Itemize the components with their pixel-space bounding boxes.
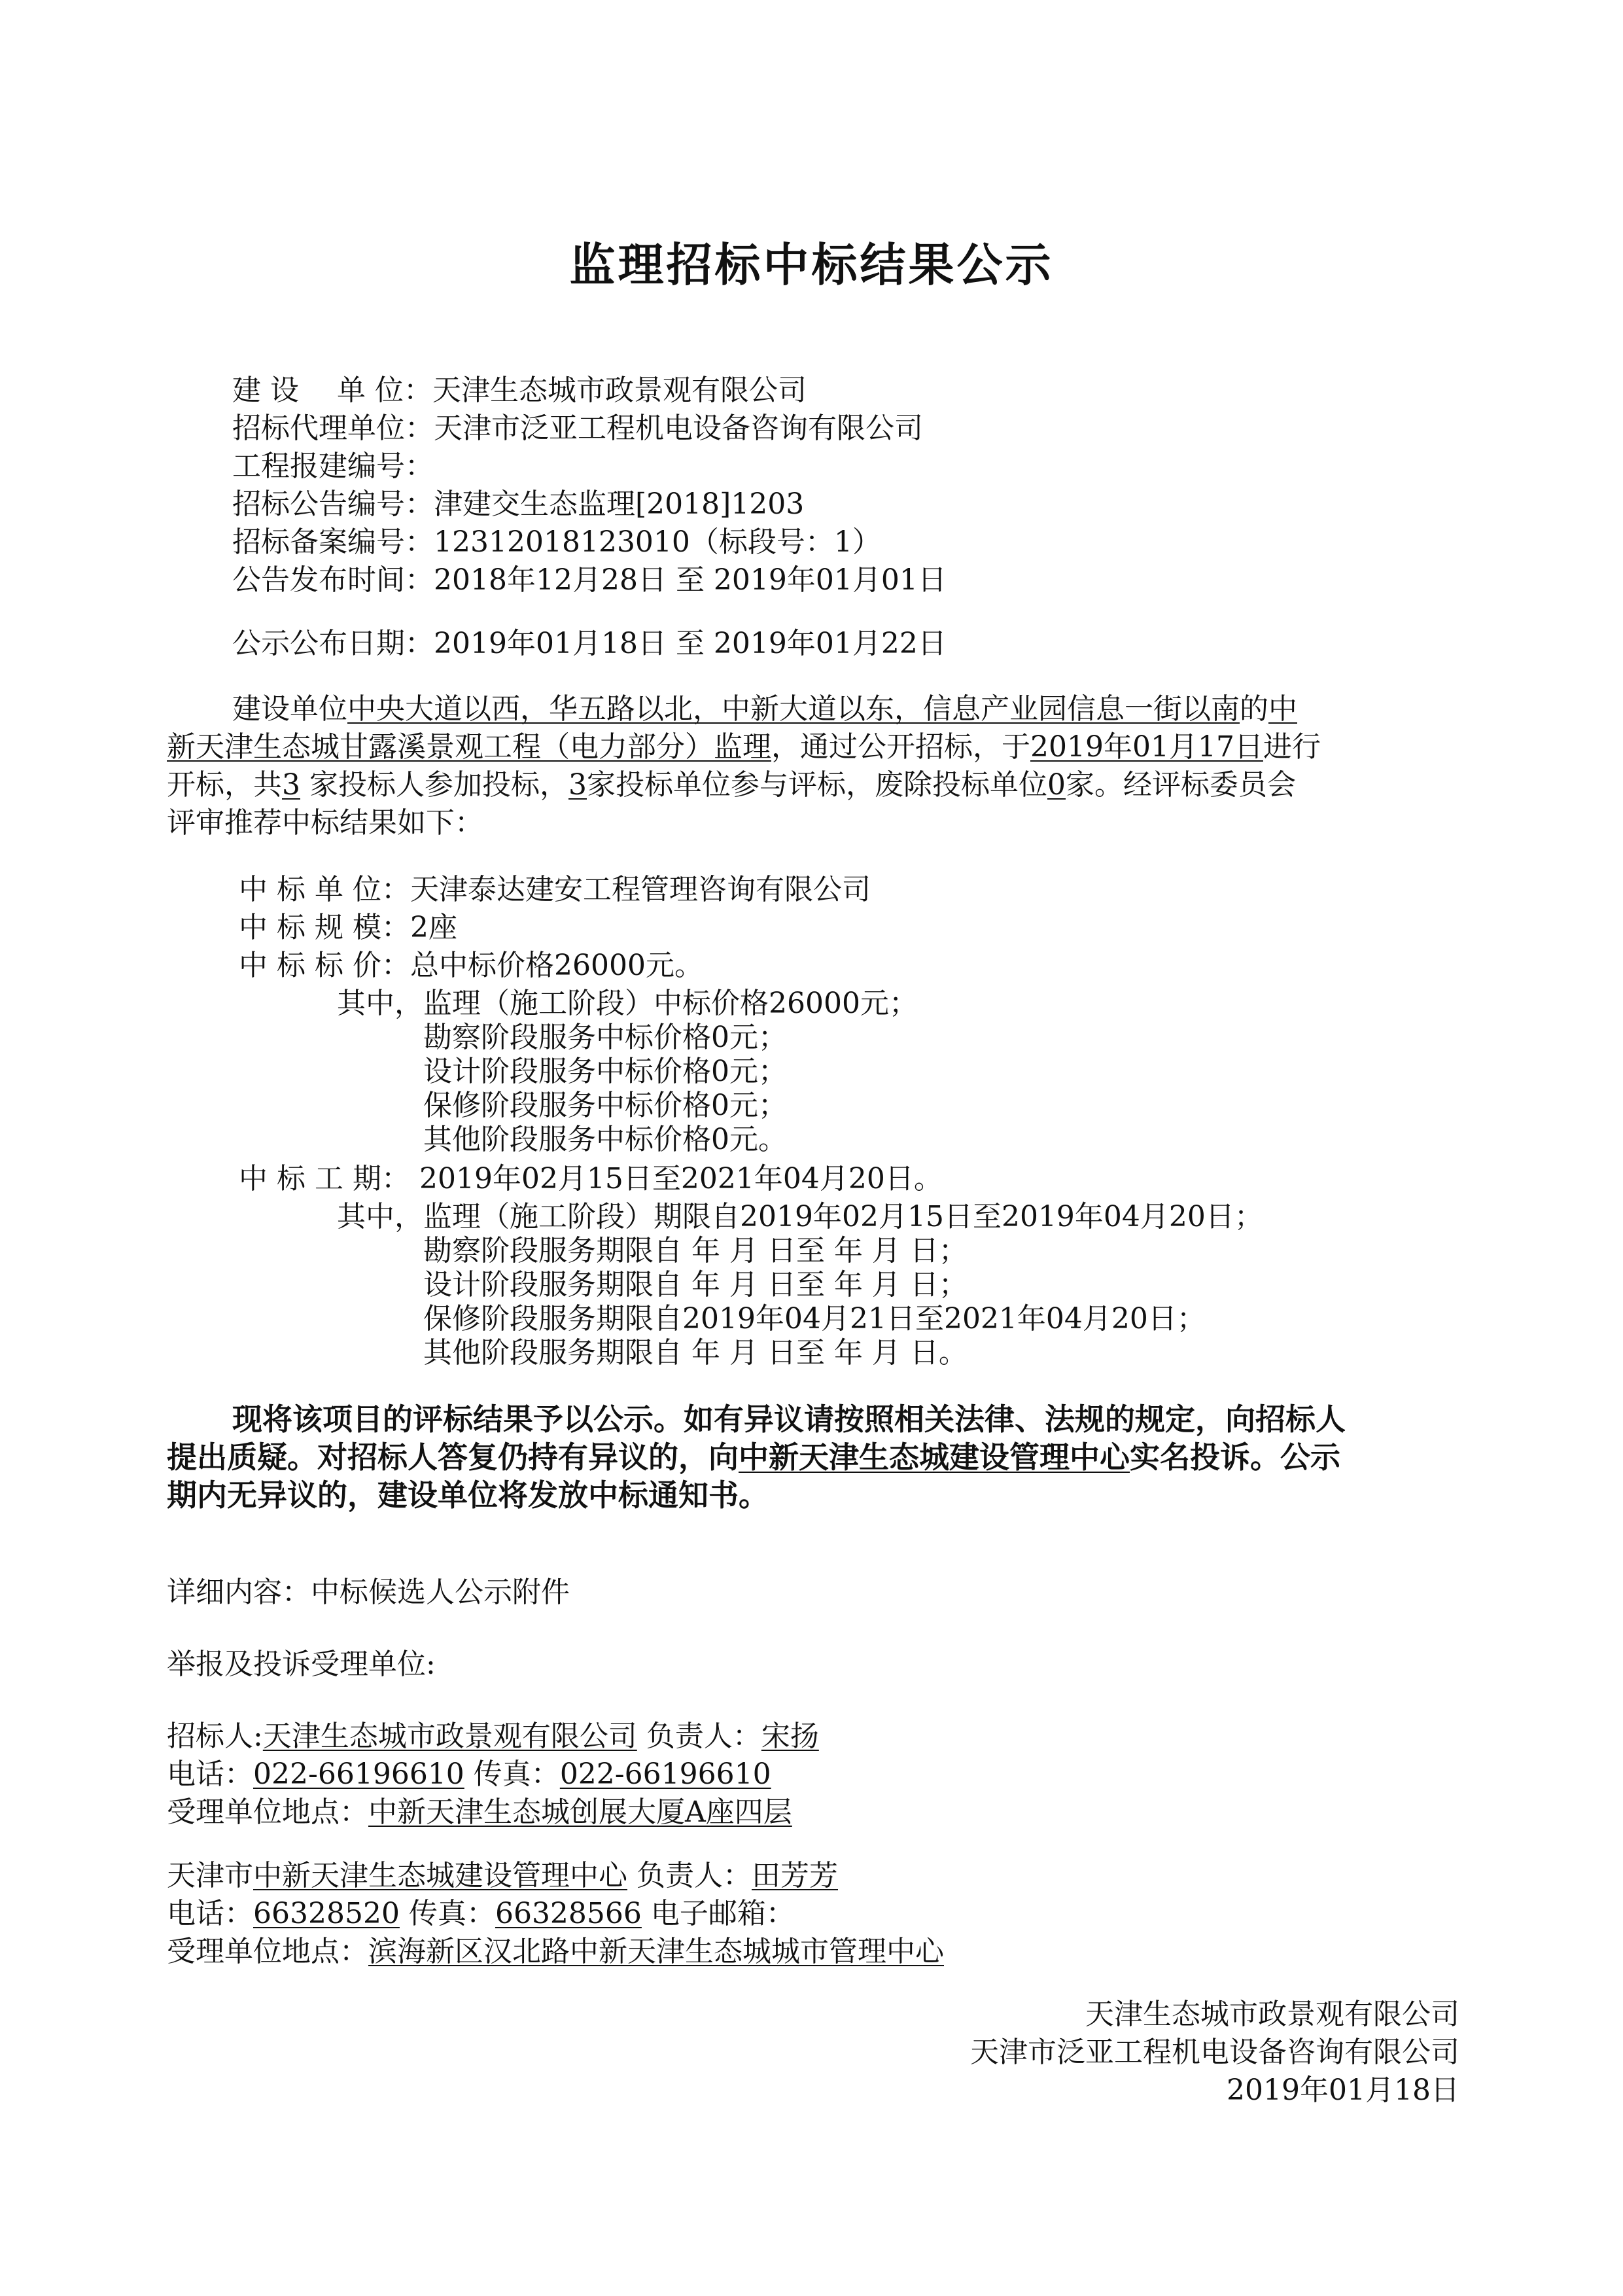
price-breakdown-0: 其中，监理（施工阶段）中标价格26000元；: [337, 987, 918, 1020]
period-breakdown-3: 保修阶段服务期限自2019年04月21日至2021年04月20日；: [423, 1302, 1206, 1335]
result-winner: 中 标 单 位：天津泰达建安工程管理咨询有限公司: [239, 873, 871, 906]
notice-line-1: 现将该项目的评标结果予以公示。如有异议请按照相关法律、法规的规定，向招标人: [232, 1402, 1346, 1437]
info-publicity-date: 公示公布日期：2019年01月18日 至 2019年01月22日: [232, 627, 947, 660]
result-scale: 中 标 规 模：2座: [239, 911, 457, 944]
price-breakdown-2: 设计阶段服务中标价格0元；: [423, 1055, 787, 1088]
price-breakdown-4: 其他阶段服务中标价格0元。: [423, 1123, 787, 1156]
period-breakdown-2: 设计阶段服务期限自 年 月 日至 年 月 日；: [423, 1268, 968, 1301]
info-builder: 建 设 单 位：天津生态城市政景观有限公司: [232, 374, 807, 407]
body-line-2: 新天津生态城甘露溪景观工程（电力部分）监理，通过公开招标，于2019年01月17日进行: [167, 730, 1321, 764]
info-publish-time: 公告发布时间：2018年12月28日 至 2019年01月01日: [232, 563, 947, 597]
signature-org-2: 天津市泛亚工程机电设备咨询有限公司: [970, 2036, 1459, 2069]
notice-line-3: 期内无异议的，建设单位将发放中标通知书。: [167, 1477, 769, 1513]
project-name: 新天津生态城甘露溪景观工程（电力部分）监理: [167, 730, 771, 764]
period-breakdown-4: 其他阶段服务期限自 年 月 日至 年 月 日。: [423, 1336, 968, 1369]
info-announcement-no: 招标公告编号：津建交生态监理[2018]1203: [232, 487, 805, 521]
tenderer-line: 招标人:天津生态城市政景观有限公司 负责人：宋扬: [167, 1720, 819, 1753]
period-breakdown-1: 勘察阶段服务期限自 年 月 日至 年 月 日；: [423, 1234, 968, 1267]
evaluated-count: 3: [568, 768, 587, 802]
complaint-header: 举报及投诉受理单位:: [167, 1648, 436, 1681]
notice-line-2: 提出质疑。对招标人答复仍持有异议的，向中新天津生态城建设管理中心实名投诉。公示: [167, 1439, 1340, 1475]
result-price: 中 标 标 价：总中标价格26000元。: [239, 949, 703, 982]
authority-address-line: 受理单位地点：滨海新区汉北路中新天津生态城城市管理中心: [167, 1935, 944, 1968]
info-filing-no: 招标备案编号：12312018123010（标段号：1）: [232, 525, 881, 559]
details-line: 详细内容：中标候选人公示附件: [167, 1576, 570, 1609]
tenderer-phone-line: 电话：022-66196610 传真：022-66196610: [167, 1757, 771, 1791]
signature-org-1: 天津生态城市政景观有限公司: [1085, 1998, 1459, 2031]
rejected-count: 0: [1047, 768, 1066, 802]
project-location: 中央大道以西，华五路以北，中新大道以东，信息产业园信息一街以南: [347, 692, 1240, 726]
body-line-1: 建设单位中央大道以西，华五路以北，中新大道以东，信息产业园信息一街以南的中: [232, 692, 1297, 726]
page-title: 监理招标中标结果公示: [569, 238, 1054, 292]
price-breakdown-3: 保修阶段服务中标价格0元；: [423, 1089, 787, 1122]
authority-line: 天津市中新天津生态城建设管理中心 负责人：田芳芳: [167, 1859, 838, 1892]
info-agent: 招标代理单位：天津市泛亚工程机电设备咨询有限公司: [232, 412, 923, 445]
period-breakdown-0: 其中，监理（施工阶段）期限自2019年02月15日至2019年04月20日；: [337, 1200, 1263, 1233]
body-line-3: 开标，共3 家投标人参加投标，3家投标单位参与评标，废除投标单位0家。经评标委员会: [167, 768, 1296, 802]
bid-open-date: 2019年01月17日: [1030, 730, 1263, 764]
bidder-count: 3: [282, 768, 300, 802]
result-period: 中 标 工 期： 2019年02月15日至2021年04月20日。: [239, 1162, 943, 1195]
authority-phone-line: 电话：66328520 传真：66328566 电子邮箱：: [167, 1897, 795, 1930]
price-breakdown-1: 勘察阶段服务中标价格0元；: [423, 1021, 787, 1054]
signature-date: 2019年01月18日: [1227, 2074, 1459, 2107]
info-registration-no: 工程报建编号：: [232, 450, 434, 483]
tenderer-address-line: 受理单位地点：中新天津生态城创展大厦A座四层: [167, 1795, 792, 1829]
body-line-4: 评审推荐中标结果如下：: [167, 806, 483, 839]
